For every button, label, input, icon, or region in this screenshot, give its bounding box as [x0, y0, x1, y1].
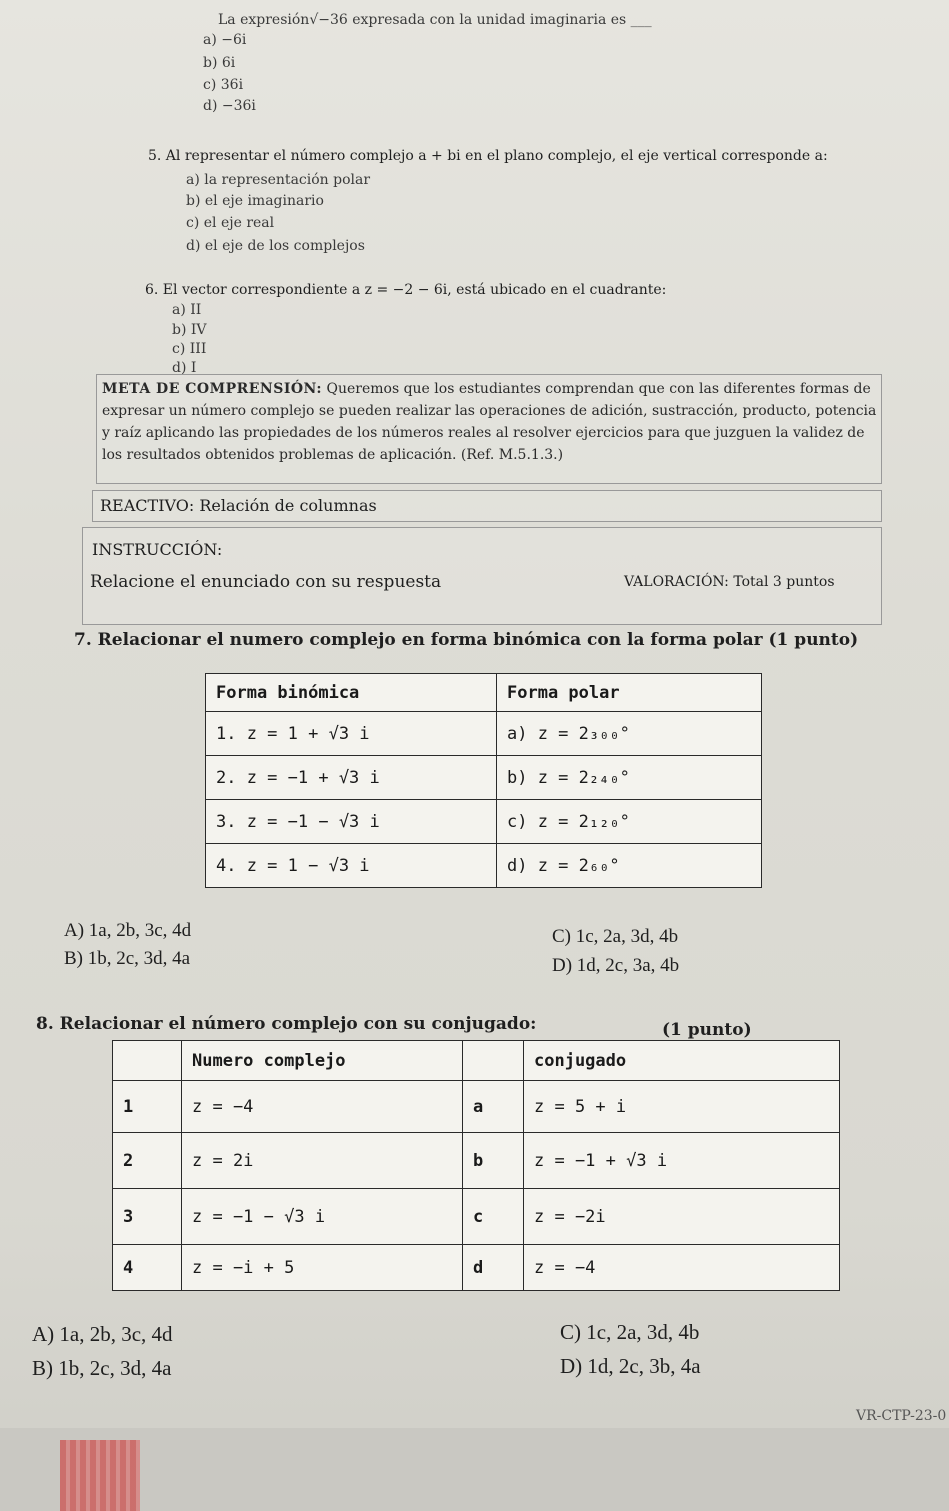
q5-option-b: b) el eje imaginario: [186, 193, 324, 209]
q7-row-2-left: 2. z = −1 + √3 i: [206, 756, 497, 800]
q7-answer-a: A) 1a, 2b, 3c, 4d: [64, 920, 192, 941]
q7-row-4-right: d) z = 2₆₀°: [497, 844, 762, 888]
q8-row-1-complex: z = −4: [182, 1081, 463, 1133]
q6-option-a: a) II: [172, 302, 202, 318]
q8-row-1-conjugate: z = 5 + i: [524, 1081, 840, 1133]
q8-row-4-conjugate: z = −4: [524, 1245, 840, 1291]
q7-header-polar: Forma polar: [497, 674, 762, 712]
q8-row-2-letter: b: [463, 1133, 524, 1189]
q8-row-2-complex: z = 2i: [182, 1133, 463, 1189]
q8-row-4-number: 4: [113, 1245, 182, 1291]
q7-answer-b: B) 1b, 2c, 3d, 4a: [64, 948, 191, 969]
q7-table: [205, 673, 762, 888]
q8-row-3-conjugate: z = −2i: [524, 1189, 840, 1245]
q4-option-a: a) −6i: [203, 32, 247, 48]
q7-title: 7. Relacionar el numero complejo en forma binómica con la forma polar (1 punto): [74, 630, 859, 650]
footer-code: VR-CTP-23-0: [856, 1408, 947, 1424]
meta-text: Queremos que los estudiantes comprendan que con las diferentes formas de expresar un número complejo se pueden realizar las operaciones de adición, sustracción, producto, potencia y raíz aplicando las propiedades de los números reales al resolver ejercicios para que juzguen la validez de los resultados obtenidos problemas de aplicación. (Ref. M.5.1.3.): [102, 381, 877, 463]
q4-option-b: b) 6i: [203, 55, 236, 71]
q7-row-3-left: 3. z = −1 − √3 i: [206, 800, 497, 844]
q6-stem: 6. El vector correspondiente a z = −2 − 6i, está ubicado en el cuadrante:: [145, 282, 667, 298]
q8-header-numero: Numero complejo: [182, 1041, 463, 1081]
q8-points: (1 punto): [662, 1020, 752, 1040]
q7-row-3-right: c) z = 2₁₂₀°: [497, 800, 762, 844]
q8-title: 8. Relacionar el número complejo con su conjugado:: [36, 1014, 537, 1034]
q8-row-2-number: 2: [113, 1133, 182, 1189]
q6-option-b: b) IV: [172, 322, 207, 338]
q8-answer-c: C) 1c, 2a, 3d, 4b: [560, 1320, 700, 1344]
q8-header-blank-left: [113, 1041, 182, 1081]
q5-option-a: a) la representación polar: [186, 172, 371, 188]
q8-answer-a: A) 1a, 2b, 3c, 4d: [32, 1322, 173, 1346]
q5-stem: 5. Al representar el número complejo a + bi en el plano complejo, el eje vertical corresponde a:: [148, 148, 828, 164]
q7-row-4-left: 4. z = 1 − √3 i: [206, 844, 497, 888]
q8-header-blank-right: [463, 1041, 524, 1081]
q8-row-3-complex: z = −1 − √3 i: [182, 1189, 463, 1245]
instruccion-label: INSTRUCCIÓN:: [92, 540, 223, 559]
meta-de-comprension: [102, 378, 878, 466]
q8-row-1-letter: a: [463, 1081, 524, 1133]
q8-header-conjugado: conjugado: [524, 1041, 840, 1081]
q6-option-d: d) I: [172, 360, 197, 376]
q8-row-3-number: 3: [113, 1189, 182, 1245]
q8-row-4-letter: d: [463, 1245, 524, 1291]
q8-row-2-conjugate: z = −1 + √3 i: [524, 1133, 840, 1189]
table-surface: [0, 1428, 949, 1511]
q7-header-binomica: Forma binómica: [206, 674, 497, 712]
q7-row-1-right: a) z = 2₃₀₀°: [497, 712, 762, 756]
q8-row-1-number: 1: [113, 1081, 182, 1133]
q6-option-c: c) III: [172, 341, 207, 357]
red-cloth: [60, 1440, 140, 1511]
q7-answer-d: D) 1d, 2c, 3a, 4b: [552, 955, 680, 976]
q5-option-c: c) el eje real: [186, 215, 275, 231]
q7-answer-c: C) 1c, 2a, 3d, 4b: [552, 926, 679, 947]
instruccion-text: Relacione el enunciado con su respuesta: [90, 572, 442, 592]
q8-row-3-letter: c: [463, 1189, 524, 1245]
valoracion: VALORACIÓN: Total 3 puntos: [624, 574, 835, 590]
q7-row-1-left: 1. z = 1 + √3 i: [206, 712, 497, 756]
q8-row-4-complex: z = −i + 5: [182, 1245, 463, 1291]
q4-stem: La expresión√−36 expresada con la unidad imaginaria es ___: [218, 12, 652, 28]
q4-option-c: c) 36i: [203, 77, 244, 93]
q8-table: [112, 1040, 840, 1291]
q8-answer-d: D) 1d, 2c, 3b, 4a: [560, 1354, 701, 1378]
q4-option-d: d) −36i: [203, 98, 256, 114]
q7-row-2-right: b) z = 2₂₄₀°: [497, 756, 762, 800]
q5-option-d: d) el eje de los complejos: [186, 238, 365, 254]
meta-label: META DE COMPRENSIÓN:: [102, 381, 323, 397]
q8-answer-b: B) 1b, 2c, 3d, 4a: [32, 1356, 172, 1380]
reactivo-label: REACTIVO: Relación de columnas: [100, 496, 377, 515]
